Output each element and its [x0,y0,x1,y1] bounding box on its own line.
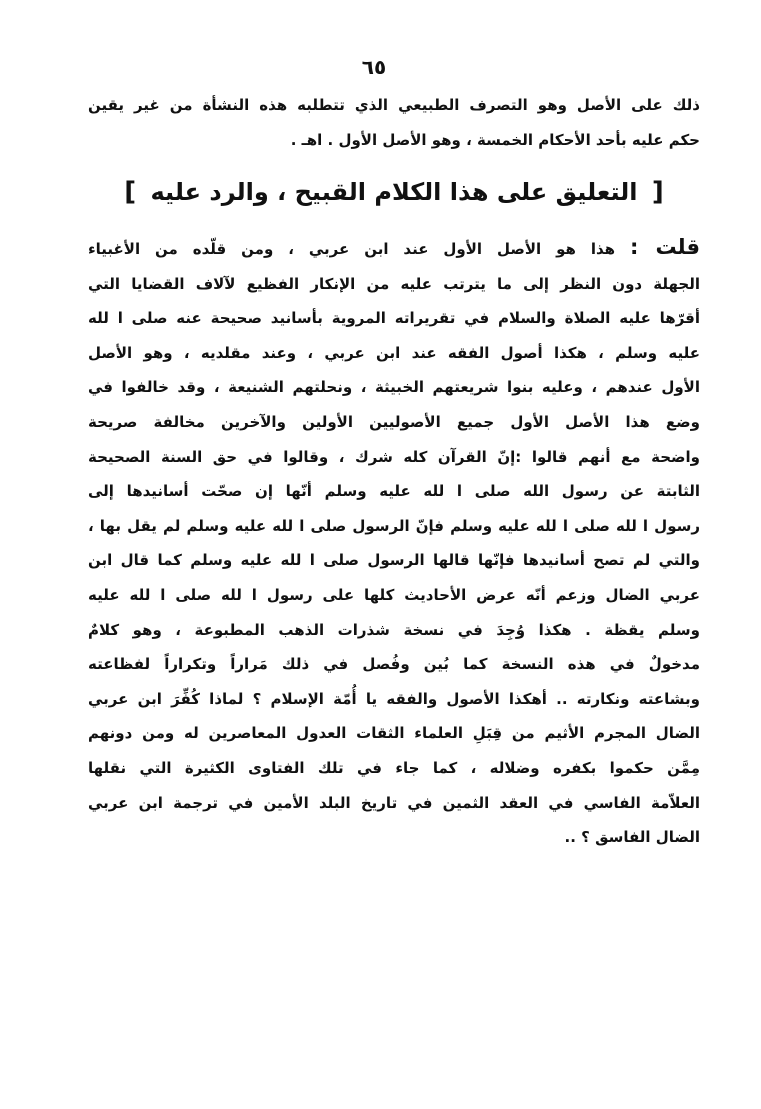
first-line-text: هذا هو الأصل الأول عند ابن عربي ، ومن قلّده من الأغبياء [88,240,616,258]
body-line: مِمَّن حكموا بكفره وضلاله ، كما جاء في تلك الفتاوى الكثيرة التي نقلها [88,758,700,777]
heading-close-bracket: ] [124,177,137,207]
body-line: الضال الفاسق ؟ .. [564,828,700,847]
intro-line: حكم عليه بأحد الأحكام الخمسة ، وهو الأصل الأول . اهـ . [290,131,700,149]
body-line: وسلم يقظة . هكذا وُجِدَ في نسخة شذرات الذهب المطبوعة ، وهو كلامٌ [88,620,700,639]
heading-text: التعليق على هذا الكلام القبيح ، والرد عليه [150,178,638,206]
body-line: وضع هذا الأصل الأول جميع الأصوليين الأولين والآخرين مخالفة صريحة [88,412,700,431]
body-line: الجهلة دون النظر إلى ما يترتب عليه من الإنكار الفظيع لآلاف القضايا التي [88,274,700,293]
heading-open-bracket: [ [651,177,664,207]
section-heading [88,172,700,212]
body-first-line [88,230,700,267]
body-line: عليه وسلم ، هكذا أصول الفقه عند ابن عربي ، وعند مقلديه ، وهو الأصل [88,343,700,362]
body-line: الضال المجرم الأثيم من قِبَلِ العلماء الثقات العدول المعاصرين له ومن دونهم [88,724,700,743]
intro-paragraph [88,88,700,158]
body-line: والتي لم تصح أسانيدها فإنّها قالها الرسول صلى ا لله عليه وسلم كما قال ابن [88,551,700,570]
page-number: ٦٥ [361,55,387,79]
lead-word: قلت : [630,235,700,259]
body-paragraph [88,230,700,855]
intro-line: ذلك على الأصل وهو التصرف الطبيعي الذي تتطلبه هذه النشأة من غير يقين [88,96,700,114]
body-line: وبشاعته ونكارته .. أهكذا الأصول والفقه يا أُمّة الإسلام ؟ لماذا كُفِّرَ ابن عربي [88,689,700,708]
body-line: مدخولٌ في هذه النسخة كما بُين وفُصل في ذلك مَراراً وتكراراً لفظاعته [88,655,700,674]
body-line: أقرّها عليه الصلاة والسلام في تقريراته المروية بأسانيد صحيحة عنه صلى ا لله [88,309,700,328]
body-line: الثابتة عن رسول الله صلى ا لله عليه وسلم أنّها إن صحّت أسانيدها إلى [88,482,700,501]
book-page [88,52,700,855]
body-line: رسول ا لله صلى ا لله عليه وسلم فإنّ الرسول صلى ا لله عليه وسلم لم يقل بها ، [88,516,700,535]
body-line: الأول عندهم ، وعليه بنوا شريعتهم الخبيثة ، ونحلتهم الشنيعة ، وقد خالفوا في [88,378,700,397]
body-line: العلاّمة الفاسي في العقد الثمين في تاريخ البلد الأمين في ترجمة ابن عربي [88,793,700,812]
body-line: واضحة مع أنهم قالوا :إنّ القرآن كله شرك ، وقالوا في حق السنة الصحيحة [88,447,700,466]
body-line: عربي الضال وزعم أنّه عرض الأحاديث كلها على رسول ا لله صلى ا لله عليه [88,585,700,604]
